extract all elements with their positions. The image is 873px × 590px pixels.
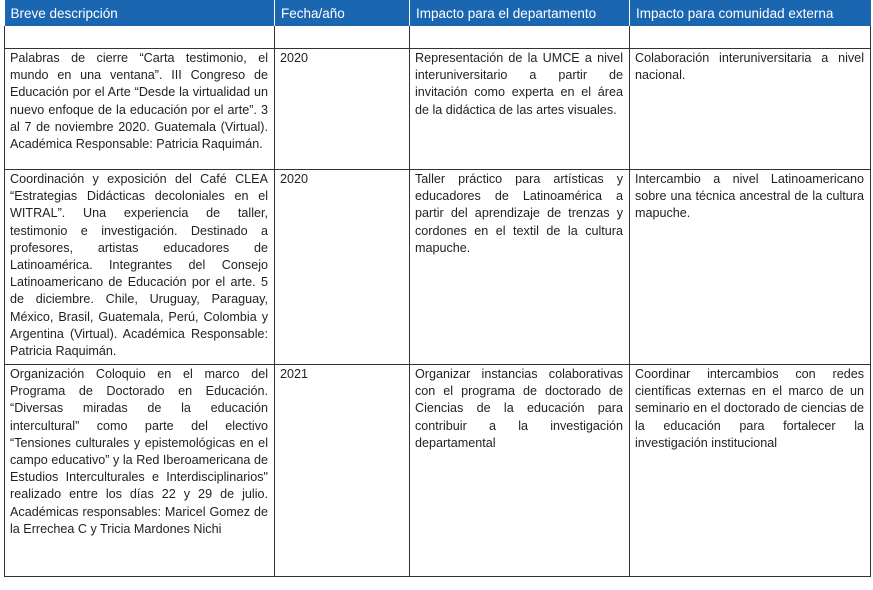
table-body	[5, 26, 871, 577]
empty-cell	[275, 26, 410, 49]
table-row	[5, 170, 871, 365]
empty-cell	[5, 26, 275, 49]
header-external-impact: Impacto para comunidad externa	[630, 0, 871, 26]
dept-impact-cell: Organizar instancias colaborativas con el programa de doctorado de Ciencias de la educación para contribuir a la investigación departamental	[410, 365, 630, 577]
header-year: Fecha/año	[275, 0, 410, 26]
table-header	[5, 0, 871, 26]
empty-cell	[630, 26, 871, 49]
external-impact-cell: Coordinar intercambios con redes científicas externas en el marco de un seminario en el doctorado de ciencias de la educación para fortalecer la investigación institucional	[630, 365, 871, 577]
year-cell: 2020	[275, 170, 410, 365]
header-description: Breve descripción	[5, 0, 275, 26]
year-cell: 2020	[275, 49, 410, 170]
table-row	[5, 49, 871, 170]
description-cell: Palabras de cierre “Carta testimonio, el mundo en una ventana”. III Congreso de Educación por el Arte “Desde la virtualidad un nuevo enfoque de la educación por el arte”. 3 al 7 de noviembre 2020. Guatemala (Virtual). Académica Responsable: Patricia Raquimán.	[5, 49, 275, 170]
header-row	[5, 0, 871, 26]
description-cell: Organización Coloquio en el marco del Programa de Doctorado en Educación. “Diversas miradas de la educación intercultural” como parte del electivo “Tensiones culturales y epistemológicas en el campo educativo” y la Red Iberoamericana de Estudios Interculturales e Interdisciplinarios" realizado entre los días 22 y 29 de julio. Académicas responsables: Maricel Gomez de la Errechea C y Tricia Mardones Nichi	[5, 365, 275, 577]
activities-table	[4, 0, 871, 577]
dept-impact-cell: Taller práctico para artísticas y educadores de Latinoamérica a partir del aprendizaje de trenzas y cordones en el textil de la cultura mapuche.	[410, 170, 630, 365]
table-row	[5, 365, 871, 577]
empty-row	[5, 26, 871, 49]
year-cell: 2021	[275, 365, 410, 577]
empty-cell	[410, 26, 630, 49]
header-dept-impact: Impacto para el departamento	[410, 0, 630, 26]
external-impact-cell: Colaboración interuniversitaria a nivel nacional.	[630, 49, 871, 170]
dept-impact-cell: Representación de la UMCE a nivel interuniversitario a partir de invitación como experta en el área de la didáctica de las artes visuales.	[410, 49, 630, 170]
external-impact-cell: Intercambio a nivel Latinoamericano sobre una técnica ancestral de la cultura mapuche.	[630, 170, 871, 365]
description-cell: Coordinación y exposición del Café CLEA “Estrategias Didácticas decoloniales en el WITRAL”. Una experiencia de taller, testimonio e investigación. Destinado a profesores, artistas educadores de Latinoamérica. Integrantes del Consejo Latinoamericano de Educación por el arte. 5 de diciembre. Chile, Uruguay, Paraguay, México, Brasil, Guatemala, Perú, Colombia y Argentina (Virtual). Académica Responsable: Patricia Raquimán.	[5, 170, 275, 365]
